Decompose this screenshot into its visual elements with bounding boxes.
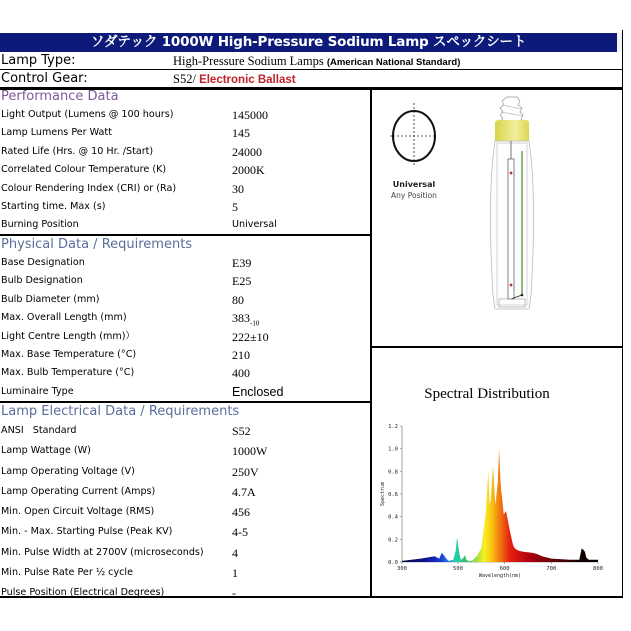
control-gear-prefix: S52/ [173, 72, 196, 86]
row-value: 4 [232, 545, 238, 560]
row-label: Rated Life (Hrs. @ 10 Hr. /Start) [1, 145, 154, 157]
row-label: Bulb Diameter (mm) [1, 293, 100, 305]
svg-text:0.4: 0.4 [388, 514, 398, 521]
table-row [0, 543, 371, 563]
svg-text:1.0: 1.0 [388, 446, 398, 453]
row-label: Luminaire Type [1, 385, 74, 397]
table-row [0, 462, 371, 482]
control-gear-ballast: Electronic Ballast [199, 74, 296, 86]
row-value: 250V [232, 464, 259, 479]
svg-text:600: 600 [499, 566, 510, 572]
lamp-type-note: (American National Standard) [326, 57, 461, 68]
row-value: 80 [232, 292, 244, 307]
table-row [0, 482, 371, 502]
row-value: 1 [232, 566, 238, 581]
universal-position-icon [388, 99, 440, 179]
table-row [0, 522, 371, 542]
table-row [0, 421, 371, 441]
row-label: Pulse Position (Electrical Degrees) [1, 587, 165, 599]
row-label: Base Designation [1, 257, 85, 268]
row-value: 210 [232, 347, 250, 362]
svg-text:700: 700 [546, 566, 557, 572]
row-value: 222±10 [232, 329, 269, 344]
row-value: S52 [232, 424, 251, 438]
row-label: Lamp Operating Current (Amps) [1, 485, 156, 497]
table-row [0, 364, 371, 382]
row-label: Starting time. Max (s) [1, 200, 106, 212]
row-label: Burning Position [1, 219, 79, 231]
row-value: E25 [232, 274, 252, 289]
lamp-bulb-illustration [487, 95, 537, 325]
row-label: Light Centre Length (mm)） [1, 330, 136, 342]
table-row [0, 106, 371, 124]
row-label: Max. Base Temperature (°C) [1, 348, 137, 360]
position-caption-sub: Any Position [391, 191, 437, 200]
table-row [0, 291, 371, 309]
row-label: Lamp Wattage (W) [1, 445, 91, 457]
row-label: Min. Pulse Rate Per ½ cycle [1, 567, 133, 579]
table-row [0, 328, 371, 346]
svg-text:Wavelength(nm): Wavelength(nm) [478, 573, 522, 578]
row-label: Min. - Max. Starting Pulse (Peak KV) [1, 526, 173, 538]
table-row [0, 180, 371, 198]
physical-section [0, 236, 371, 401]
table-row [0, 254, 371, 272]
row-label: Colour Rendering Index (CRI) or (Ra) [1, 182, 177, 194]
svg-text:300: 300 [397, 566, 407, 572]
row-value: Universal [232, 219, 277, 231]
table-row [0, 502, 371, 522]
table-row [0, 346, 371, 364]
length-tolerance: -10 [250, 319, 260, 328]
row-label: Max. Overall Length (mm) [1, 312, 127, 324]
row-label: Lamp Lumens Per Watt [1, 127, 112, 139]
row-value: Enclosed [232, 384, 284, 399]
row-value: - [232, 586, 236, 601]
row-value: 4.7A [232, 484, 256, 499]
table-row [0, 583, 371, 603]
table-row [0, 161, 371, 179]
table-row [0, 124, 371, 142]
table-row [0, 216, 371, 234]
row-value: 456 [232, 505, 250, 520]
performance-title: Performance Data [1, 89, 119, 104]
row-value: 4-5 [232, 525, 248, 540]
row-value: 2000K [232, 163, 265, 178]
table-row [0, 383, 371, 401]
svg-text:0.2: 0.2 [388, 537, 398, 544]
row-label: Min. Open Circuit Voltage (RMS) [1, 506, 155, 518]
row-label: Light Output (Lumens @ 100 hours) [1, 109, 174, 120]
lamp-type-label: Lamp Type: [1, 53, 76, 68]
svg-text:800: 800 [593, 566, 603, 572]
row-label: Bulb Designation [1, 275, 83, 287]
svg-text:0.0: 0.0 [388, 560, 398, 566]
row-value: E39 [232, 256, 252, 270]
electrical-title: Lamp Electrical Data / Requirements [1, 404, 240, 419]
row-label: Max. Bulb Temperature (°C) [1, 367, 135, 379]
chart-title: Spectral Distribution [424, 386, 550, 402]
row-label: Min. Pulse Width at 2700V (microseconds) [1, 546, 204, 558]
position-caption-title: Universal [392, 180, 436, 189]
lamp-type-value [173, 52, 460, 72]
table-row [0, 272, 371, 290]
lamp-type-text: High-Pressure Sodium Lamps [173, 54, 324, 68]
row-value: 1000W [232, 444, 268, 459]
row-value: 145000 [232, 108, 268, 122]
spectral-chart [378, 418, 608, 578]
control-gear-row [0, 70, 622, 88]
row-value: 145 [232, 126, 250, 141]
spectral-distribution-cell [372, 348, 622, 597]
table-row [0, 563, 371, 583]
length-value: 383 [232, 311, 250, 326]
svg-text:500: 500 [453, 566, 463, 572]
row-value: 5 [232, 199, 238, 214]
row-value: 400 [232, 366, 250, 381]
table-right-border [622, 30, 623, 598]
row-label: Correlated Colour Temperature (K) [1, 164, 167, 176]
svg-text:0.8: 0.8 [388, 469, 398, 476]
control-gear-value [173, 70, 296, 89]
performance-section [0, 88, 371, 235]
svg-text:0.6: 0.6 [388, 492, 398, 498]
table-row [0, 441, 371, 461]
physical-title: Physical Data / Requirements [1, 237, 193, 252]
table-row [0, 198, 371, 216]
table-row [0, 309, 371, 327]
burning-position-diagram [388, 99, 440, 209]
svg-text:Spectrum: Spectrum [380, 481, 386, 507]
row-label: ANSI Standard [1, 425, 77, 436]
row-label: Lamp Operating Voltage (V) [1, 465, 135, 477]
electrical-section [0, 403, 371, 604]
svg-text:1.2: 1.2 [388, 424, 398, 430]
row-value: 24000 [232, 144, 262, 159]
lamp-type-row [0, 52, 622, 70]
lamp-diagram-cell [372, 89, 622, 347]
table-row [0, 143, 371, 161]
sheet-title: ソダテック 1000W High-Pressure Sodium Lamp スペックシート [0, 33, 617, 52]
control-gear-label: Control Gear: [1, 71, 88, 86]
row-value: 30 [232, 181, 244, 196]
